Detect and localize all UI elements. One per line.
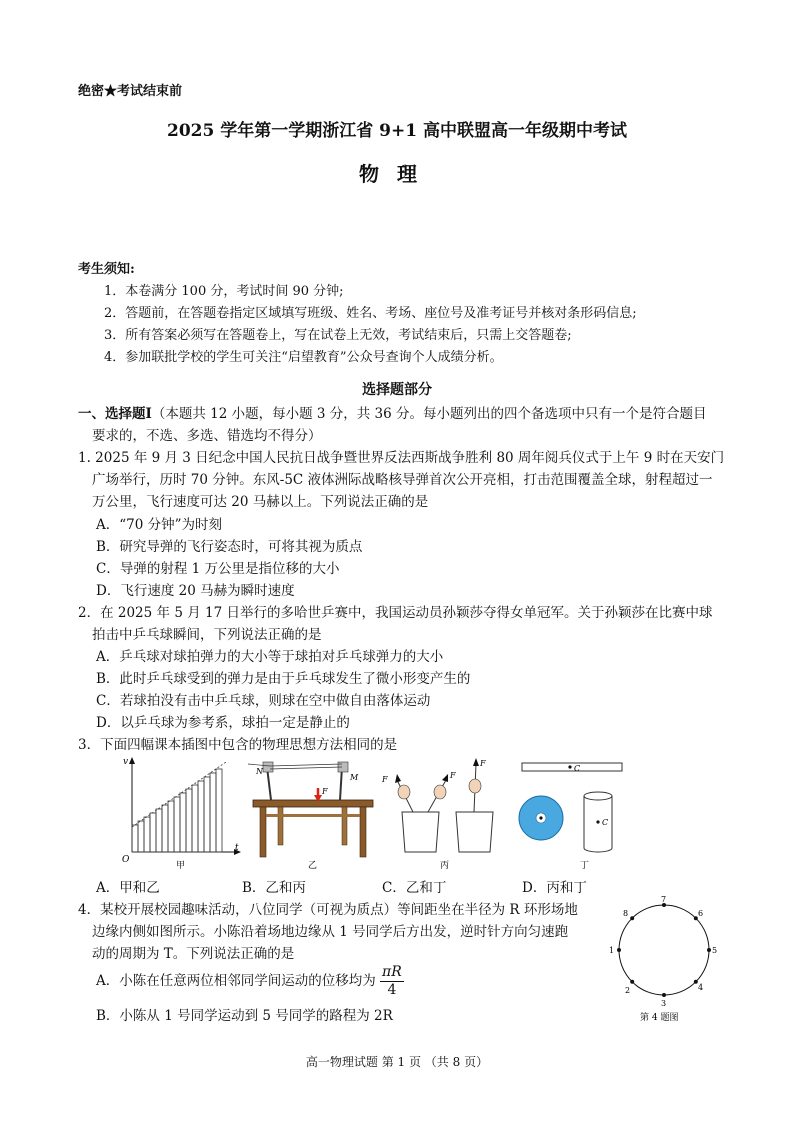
q1-stem: 广场举行，历时 70 分钟。东风-5C 液体洲际战略核导弹首次公开亮相，打击范围覆盖全球，射程超过一	[92, 472, 713, 488]
seat-number: 3	[661, 999, 667, 1008]
q1-option-c: C．导弹的射程 1 万公里是指位移的大小	[96, 561, 340, 577]
q2-option-d: D．以乒乓球为参考系，球拍一定是静止的	[96, 715, 350, 731]
q2-option-b: B．此时乒乓球受到的弹力是由于乒乓球发生了微小形变产生的	[96, 671, 471, 687]
figure-jia	[122, 757, 241, 871]
q4-stem: 边缘内侧如图所示。小陈沿着场地边缘从 1 号同学后方出发，逆时针方向匀速跑	[92, 924, 569, 940]
page-footer: 高一物理试题 第 1 页 （共 8 页）	[305, 1055, 489, 1069]
mirror-label-n: N	[256, 767, 263, 776]
notice-item: 4．参加联批学校的学生可关注“启望教育”公众号查询个人成绩分析。	[104, 350, 503, 365]
q4-option-a-text: A．小陈在任意两位相邻同学间运动的位移均为	[96, 973, 376, 989]
seat-number: 8	[623, 909, 629, 918]
axis-label-v: v	[123, 757, 129, 767]
mirror-label-m: M	[350, 773, 359, 782]
force-label-f2: F	[450, 771, 456, 780]
force-label-f: F	[322, 787, 328, 796]
q2-option-a: A．乒乓球对球拍弹力的大小等于球拍对乒乓球弹力的大小	[96, 649, 444, 665]
figure-label-yi: 乙	[308, 861, 318, 871]
q3-figures	[110, 752, 670, 872]
force-label-f1: F	[382, 775, 388, 784]
q4-option-a	[96, 964, 404, 999]
origin-label: O	[122, 855, 130, 865]
q4-stem: 动的周期为 T。下列说法正确的是	[92, 946, 295, 962]
figure-ding	[519, 763, 622, 871]
q3-option-d: D．丙和丁	[522, 880, 587, 896]
part1-label: 一、选择题Ⅰ	[78, 406, 152, 422]
figure-label-jia: 甲	[176, 861, 186, 871]
seat-number: 4	[698, 983, 704, 992]
figure-label-ding: 丁	[580, 861, 590, 871]
exam-title: 2025 学年第一学期浙江省 9+1 高中联盟高一年级期中考试	[167, 121, 627, 141]
q1-option-d: D．飞行速度 20 马赫为瞬时速度	[96, 583, 295, 599]
fraction-numerator: πR	[382, 964, 402, 980]
seat-number: 5	[712, 946, 718, 955]
figure-yi	[248, 762, 373, 871]
secret-tag: 绝密★考试结束前	[78, 84, 183, 99]
q4-option-b: B．小陈从 1 号同学运动到 5 号同学的路程为 2R	[96, 1008, 393, 1024]
q2-stem: 2．在 2025 年 5 月 17 日举行的多哈世乒赛中，我国运动员孙颖莎夺得女单冠军。关于孙颖莎在比赛中球	[78, 605, 713, 621]
notice-item: 2．答题前，在答题卷指定区域填写班级、姓名、考场、座位号及准考证号并核对条形码信息;	[104, 306, 637, 321]
q3-option-b: B．乙和丙	[242, 880, 306, 896]
q3-option-c: C．乙和丁	[382, 880, 447, 896]
axis-label-t: t	[235, 843, 239, 853]
figure-caption: 第 4 题图	[640, 1013, 679, 1023]
seat-number: 6	[698, 909, 704, 918]
notice-item: 3．所有答案必须写在答题卷上，写在试卷上无效，考试结束后，只需上交答题卷;	[104, 328, 572, 343]
q4-figure	[609, 895, 722, 1026]
q1-option-a: A．“70 分钟”为时刻	[96, 517, 223, 533]
q2-stem: 拍击中乒乓球瞬间，下列说法正确的是	[92, 627, 322, 643]
seat-number: 2	[625, 986, 631, 995]
section-title: 选择题部分	[362, 382, 432, 398]
seat-number: 1	[609, 946, 615, 955]
fraction	[380, 964, 404, 999]
figure-bing	[381, 758, 493, 871]
fraction-denominator: 4	[387, 982, 397, 998]
q1-option-b: B．研究导弹的飞行姿态时，可将其视为质点	[96, 539, 363, 555]
notice-heading: 考生须知:	[78, 262, 135, 277]
center-label-cyl: C	[602, 818, 609, 827]
q3-option-a: A．甲和乙	[96, 880, 160, 896]
part1-desc-cont: 要求的，不选、多选、错选均不得分）	[92, 428, 322, 444]
q2-option-c: C．若球拍没有击中乒乓球，则球在空中做自由落体运动	[96, 693, 431, 709]
force-label-f3: F	[480, 759, 486, 768]
center-label-bar: C	[574, 764, 581, 773]
notice-item: 1．本卷满分 100 分，考试时间 90 分钟;	[104, 284, 344, 299]
q1-stem: 万公里，飞行速度可达 20 马赫以上。下列说法正确的是	[92, 494, 429, 510]
q1-stem: 1. 2025 年 9 月 3 日纪念中国人民抗日战争暨世界反法西斯战争胜利 80 周年阅兵仪式于上午 9 时在天安门	[78, 450, 725, 466]
q4-stem: 4．某校开展校园趣味活动，八位同学（可视为质点）等间距坐在半径为 R 环形场地	[78, 902, 578, 918]
part1-desc: （本题共 12 小题，每小题 3 分，共 36 分。每小题列出的四个备选项中只有一个是符合题目	[151, 406, 707, 422]
figure-label-bing: 丙	[440, 861, 450, 871]
subject-title: 物理	[359, 162, 435, 186]
part1-header	[78, 402, 707, 422]
seat-number: 7	[661, 895, 667, 904]
q3-stem: 3．下面四幅课本插图中包含的物理思想方法相同的是	[78, 737, 398, 753]
